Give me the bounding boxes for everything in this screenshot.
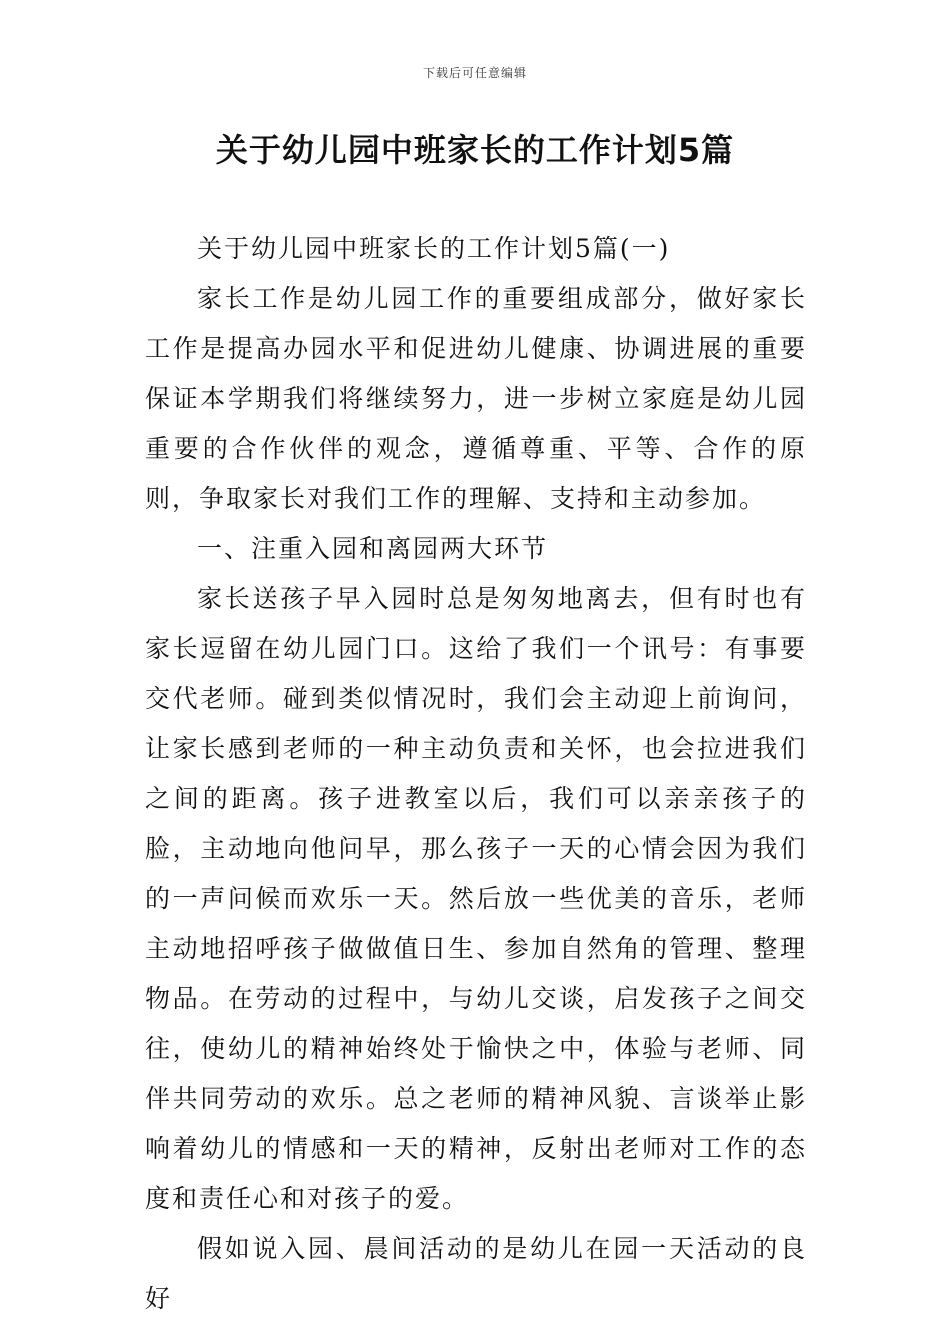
document-body <box>145 224 807 1324</box>
paragraph-subtitle: 关于幼儿园中班家长的工作计划5篇(一) <box>197 234 671 263</box>
section-heading: 一、注重入园和离园两大环节 <box>197 534 549 563</box>
header-note: 下载后可任意编辑 <box>422 66 527 80</box>
paragraph-section-one: 家长送孩子早入园时总是匆匆地离去，但有时也有家长逗留在幼儿园门口。这给了我们一个讯号：有事要交代老师。碰到类似情况时，我们会主动迎上前询问，让家长感到老师的一种主动负责和关怀，也会拉进我们之间的距离。孩子进教室以后，我们可以亲亲孩子的脸，主动地向他问早，那么孩子一天的心情会因为我们的一声问候而欢乐一天。然后放一些优美的音乐，老师主动地招呼孩子做做值日生、参加自然角的管理、整理物品。在劳动的过程中，与幼儿交谈，启发孩子之间交往，使幼儿的精神始终处于愉快之中，体验与老师、同伴共同劳动的欢乐。总之老师的精神风貌、言谈举止影响着幼儿的情感和一天的精神，反射出老师对工作的态度和责任心和对孩子的爱。 <box>145 584 807 1213</box>
document-title: 关于幼儿园中班家长的工作计划5篇 <box>215 131 735 169</box>
paragraph-continued: 假如说入园、晨间活动的是幼儿在园一天活动的良好 <box>145 1234 807 1313</box>
paragraph-intro: 家长工作是幼儿园工作的重要组成部分，做好家长工作是提高办园水平和促进幼儿健康、协调进展的重要保证本学期我们将继续努力，进一步树立家庭是幼儿园重要的合作伙伴的观念，遵循尊重、平等、合作的原则，争取家长对我们工作的理解、支持和主动参加。 <box>145 284 807 513</box>
